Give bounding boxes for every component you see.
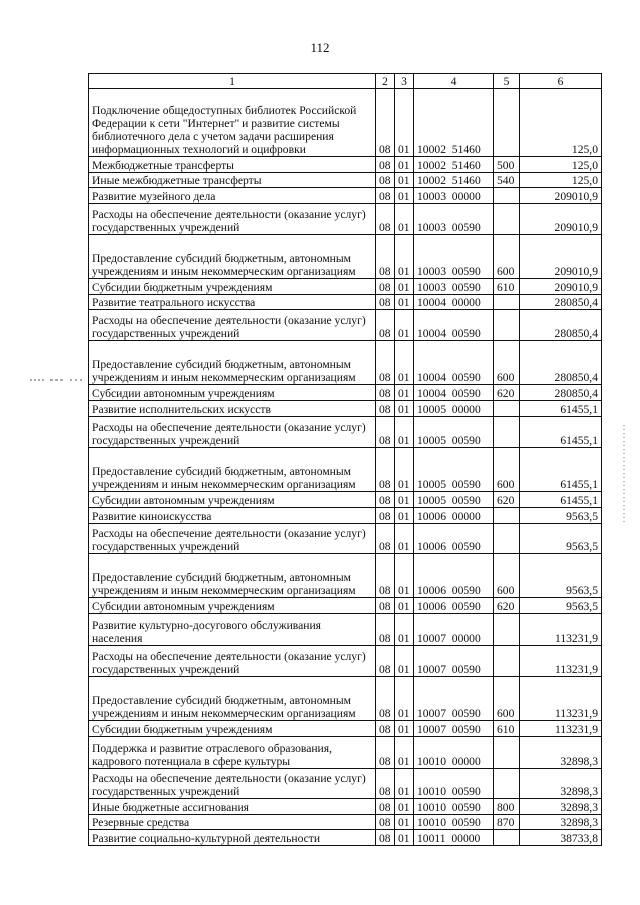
row-section-cell: 08 xyxy=(376,492,395,508)
row-target-code-cell: 10005 00590 xyxy=(414,417,494,448)
row-subsection-cell: 01 xyxy=(395,769,414,799)
row-name-cell: Развитие музейного дела xyxy=(89,188,376,204)
row-subsection-cell: 01 xyxy=(395,815,414,830)
row-amount-cell: 280850,4 xyxy=(520,310,602,341)
row-target-code-cell: 10002 51460 xyxy=(414,89,494,157)
row-amount-cell: 9563,5 xyxy=(520,524,602,554)
row-name-cell: Расходы на обеспечение деятельности (оказание услуг) государственных учреждений xyxy=(89,417,376,448)
row-subsection-cell: 01 xyxy=(395,448,414,492)
row-amount-cell: 113231,9 xyxy=(520,677,602,721)
row-amount-cell: 38733,8 xyxy=(520,830,602,846)
table-row xyxy=(89,279,602,295)
row-expense-type-cell xyxy=(494,508,520,524)
row-subsection-cell: 01 xyxy=(395,341,414,385)
row-expense-type-cell: 600 xyxy=(494,677,520,721)
header-col-6: 6 xyxy=(520,74,602,89)
row-subsection-cell: 01 xyxy=(395,721,414,737)
row-name-cell: Развитие театрального искусства xyxy=(89,295,376,310)
table-row xyxy=(89,341,602,385)
row-target-code-cell: 10006 00590 xyxy=(414,554,494,598)
row-amount-cell: 209010,9 xyxy=(520,235,602,279)
row-section-cell: 08 xyxy=(376,737,395,769)
row-section-cell: 08 xyxy=(376,157,395,173)
row-section-cell: 08 xyxy=(376,769,395,799)
row-expense-type-cell xyxy=(494,401,520,417)
row-name-cell: Субсидии автономным учреждениям xyxy=(89,492,376,508)
row-section-cell: 08 xyxy=(376,614,395,646)
row-section-cell: 08 xyxy=(376,524,395,554)
scan-edge-mark xyxy=(622,425,626,525)
row-target-code-cell: 10006 00590 xyxy=(414,598,494,614)
row-section-cell: 08 xyxy=(376,554,395,598)
row-section-cell: 08 xyxy=(376,341,395,385)
table-row xyxy=(89,721,602,737)
row-target-code-cell: 10005 00590 xyxy=(414,448,494,492)
row-amount-cell: 32898,3 xyxy=(520,815,602,830)
header-col-5: 5 xyxy=(494,74,520,89)
table-row xyxy=(89,677,602,721)
row-subsection-cell: 01 xyxy=(395,508,414,524)
row-amount-cell: 32898,3 xyxy=(520,769,602,799)
row-target-code-cell: 10010 00590 xyxy=(414,769,494,799)
row-target-code-cell: 10005 00000 xyxy=(414,401,494,417)
row-amount-cell: 32898,3 xyxy=(520,737,602,769)
row-subsection-cell: 01 xyxy=(395,554,414,598)
row-subsection-cell: 01 xyxy=(395,310,414,341)
row-expense-type-cell: 600 xyxy=(494,554,520,598)
row-section-cell: 08 xyxy=(376,173,395,188)
row-section-cell: 08 xyxy=(376,508,395,524)
row-name-cell: Расходы на обеспечение деятельности (оказание услуг) государственных учреждений xyxy=(89,646,376,677)
page-number: 112 xyxy=(310,40,330,55)
row-amount-cell: 9563,5 xyxy=(520,508,602,524)
budget-table xyxy=(88,73,602,846)
row-subsection-cell: 01 xyxy=(395,524,414,554)
header-col-3: 3 xyxy=(395,74,414,89)
row-target-code-cell: 10004 00590 xyxy=(414,341,494,385)
row-amount-cell: 125,0 xyxy=(520,157,602,173)
row-target-code-cell: 10011 00000 xyxy=(414,830,494,846)
row-expense-type-cell xyxy=(494,524,520,554)
row-expense-type-cell xyxy=(494,614,520,646)
row-section-cell: 08 xyxy=(376,815,395,830)
row-subsection-cell: 01 xyxy=(395,295,414,310)
row-subsection-cell: 01 xyxy=(395,830,414,846)
row-amount-cell: 209010,9 xyxy=(520,204,602,235)
table-row xyxy=(89,830,602,846)
row-target-code-cell: 10010 00590 xyxy=(414,799,494,815)
header-col-1: 1 xyxy=(89,74,376,89)
row-expense-type-cell: 500 xyxy=(494,157,520,173)
table-row xyxy=(89,385,602,401)
row-expense-type-cell: 870 xyxy=(494,815,520,830)
row-expense-type-cell: 540 xyxy=(494,173,520,188)
row-section-cell: 08 xyxy=(376,830,395,846)
row-expense-type-cell xyxy=(494,737,520,769)
row-section-cell: 08 xyxy=(376,417,395,448)
row-name-cell: Развитие культурно-досугового обслуживания населения xyxy=(89,614,376,646)
row-amount-cell: 9563,5 xyxy=(520,598,602,614)
row-expense-type-cell: 610 xyxy=(494,721,520,737)
row-subsection-cell: 01 xyxy=(395,646,414,677)
table-row xyxy=(89,815,602,830)
row-subsection-cell: 01 xyxy=(395,204,414,235)
row-section-cell: 08 xyxy=(376,279,395,295)
row-section-cell: 08 xyxy=(376,295,395,310)
row-name-cell: Предоставление субсидий бюджетным, автономным учреждениям и иным некоммерческим организациям xyxy=(89,677,376,721)
row-amount-cell: 280850,4 xyxy=(520,341,602,385)
row-subsection-cell: 01 xyxy=(395,188,414,204)
scan-artifact-marks xyxy=(30,378,85,382)
row-expense-type-cell xyxy=(494,830,520,846)
row-amount-cell: 61455,1 xyxy=(520,492,602,508)
row-expense-type-cell: 610 xyxy=(494,279,520,295)
row-expense-type-cell: 620 xyxy=(494,385,520,401)
row-name-cell: Субсидии бюджетным учреждениям xyxy=(89,721,376,737)
row-amount-cell: 125,0 xyxy=(520,173,602,188)
row-name-cell: Межбюджетные трансферты xyxy=(89,157,376,173)
row-subsection-cell: 01 xyxy=(395,235,414,279)
row-target-code-cell: 10010 00000 xyxy=(414,737,494,769)
row-section-cell: 08 xyxy=(376,89,395,157)
row-expense-type-cell: 600 xyxy=(494,448,520,492)
row-subsection-cell: 01 xyxy=(395,737,414,769)
row-amount-cell: 209010,9 xyxy=(520,279,602,295)
row-amount-cell: 280850,4 xyxy=(520,385,602,401)
table-row xyxy=(89,508,602,524)
row-section-cell: 08 xyxy=(376,677,395,721)
row-expense-type-cell xyxy=(494,310,520,341)
row-expense-type-cell xyxy=(494,204,520,235)
header-col-4: 4 xyxy=(414,74,494,89)
row-target-code-cell: 10003 00590 xyxy=(414,204,494,235)
row-section-cell: 08 xyxy=(376,235,395,279)
row-amount-cell: 61455,1 xyxy=(520,448,602,492)
row-expense-type-cell: 600 xyxy=(494,235,520,279)
row-name-cell: Предоставление субсидий бюджетным, автономным учреждениям и иным некоммерческим организациям xyxy=(89,235,376,279)
row-target-code-cell: 10003 00590 xyxy=(414,279,494,295)
table-row xyxy=(89,646,602,677)
table-row xyxy=(89,310,602,341)
row-target-code-cell: 10006 00000 xyxy=(414,508,494,524)
table-row xyxy=(89,157,602,173)
row-target-code-cell: 10005 00590 xyxy=(414,492,494,508)
table-row xyxy=(89,769,602,799)
table-row xyxy=(89,417,602,448)
row-target-code-cell: 10004 00000 xyxy=(414,295,494,310)
row-expense-type-cell: 800 xyxy=(494,799,520,815)
table-row xyxy=(89,524,602,554)
row-name-cell: Поддержка и развитие отраслевого образования, кадрового потенциала в сфере культуры xyxy=(89,737,376,769)
row-name-cell: Расходы на обеспечение деятельности (оказание услуг) государственных учреждений xyxy=(89,204,376,235)
row-target-code-cell: 10002 51460 xyxy=(414,157,494,173)
header-col-2: 2 xyxy=(376,74,395,89)
row-amount-cell: 61455,1 xyxy=(520,401,602,417)
row-name-cell: Развитие исполнительских искусств xyxy=(89,401,376,417)
row-target-code-cell: 10007 00590 xyxy=(414,646,494,677)
row-subsection-cell: 01 xyxy=(395,598,414,614)
row-subsection-cell: 01 xyxy=(395,614,414,646)
row-subsection-cell: 01 xyxy=(395,279,414,295)
row-amount-cell: 125,0 xyxy=(520,89,602,157)
row-section-cell: 08 xyxy=(376,646,395,677)
row-expense-type-cell: 600 xyxy=(494,341,520,385)
table-row xyxy=(89,89,602,157)
row-section-cell: 08 xyxy=(376,721,395,737)
table-row xyxy=(89,554,602,598)
row-subsection-cell: 01 xyxy=(395,385,414,401)
row-subsection-cell: 01 xyxy=(395,417,414,448)
row-amount-cell: 209010,9 xyxy=(520,188,602,204)
row-target-code-cell: 10007 00590 xyxy=(414,677,494,721)
row-expense-type-cell xyxy=(494,188,520,204)
row-section-cell: 08 xyxy=(376,310,395,341)
row-amount-cell: 9563,5 xyxy=(520,554,602,598)
row-section-cell: 08 xyxy=(376,204,395,235)
row-expense-type-cell xyxy=(494,769,520,799)
row-name-cell: Резервные средства xyxy=(89,815,376,830)
row-expense-type-cell xyxy=(494,89,520,157)
row-name-cell: Иные межбюджетные трансферты xyxy=(89,173,376,188)
table-row xyxy=(89,401,602,417)
row-name-cell: Предоставление субсидий бюджетным, автономным учреждениям и иным некоммерческим организациям xyxy=(89,448,376,492)
row-subsection-cell: 01 xyxy=(395,799,414,815)
row-subsection-cell: 01 xyxy=(395,173,414,188)
row-target-code-cell: 10007 00000 xyxy=(414,614,494,646)
row-name-cell: Субсидии автономным учреждениям xyxy=(89,598,376,614)
row-name-cell: Развитие социально-культурной деятельности xyxy=(89,830,376,846)
row-section-cell: 08 xyxy=(376,385,395,401)
row-name-cell: Расходы на обеспечение деятельности (оказание услуг) государственных учреждений xyxy=(89,524,376,554)
row-target-code-cell: 10006 00590 xyxy=(414,524,494,554)
row-name-cell: Расходы на обеспечение деятельности (оказание услуг) государственных учреждений xyxy=(89,310,376,341)
row-amount-cell: 32898,3 xyxy=(520,799,602,815)
table-body xyxy=(89,89,602,846)
row-target-code-cell: 10002 51460 xyxy=(414,173,494,188)
row-amount-cell: 61455,1 xyxy=(520,417,602,448)
row-subsection-cell: 01 xyxy=(395,89,414,157)
row-name-cell: Подключение общедоступных библиотек Российской Федерации к сети "Интернет" и развитие системы библиотечного дела с учетом задачи расширения информационных технологий и оцифровки xyxy=(89,89,376,157)
row-section-cell: 08 xyxy=(376,448,395,492)
table-row xyxy=(89,799,602,815)
row-name-cell: Субсидии автономным учреждениям xyxy=(89,385,376,401)
row-subsection-cell: 01 xyxy=(395,157,414,173)
row-section-cell: 08 xyxy=(376,799,395,815)
table-row xyxy=(89,614,602,646)
table-row xyxy=(89,295,602,310)
row-expense-type-cell xyxy=(494,295,520,310)
row-amount-cell: 113231,9 xyxy=(520,646,602,677)
table-header-row xyxy=(89,74,602,89)
row-expense-type-cell: 620 xyxy=(494,598,520,614)
table-row xyxy=(89,448,602,492)
row-target-code-cell: 10010 00590 xyxy=(414,815,494,830)
row-expense-type-cell xyxy=(494,646,520,677)
row-section-cell: 08 xyxy=(376,598,395,614)
table-row xyxy=(89,204,602,235)
row-name-cell: Иные бюджетные ассигнования xyxy=(89,799,376,815)
table-row xyxy=(89,737,602,769)
row-subsection-cell: 01 xyxy=(395,492,414,508)
row-target-code-cell: 10003 00000 xyxy=(414,188,494,204)
row-name-cell: Предоставление субсидий бюджетным, автономным учреждениям и иным некоммерческим организациям xyxy=(89,554,376,598)
row-expense-type-cell: 620 xyxy=(494,492,520,508)
row-target-code-cell: 10004 00590 xyxy=(414,385,494,401)
row-target-code-cell: 10003 00590 xyxy=(414,235,494,279)
table-row xyxy=(89,492,602,508)
row-subsection-cell: 01 xyxy=(395,401,414,417)
row-target-code-cell: 10004 00590 xyxy=(414,310,494,341)
table-row xyxy=(89,188,602,204)
row-name-cell: Развитие киноискусства xyxy=(89,508,376,524)
row-amount-cell: 113231,9 xyxy=(520,721,602,737)
table-row xyxy=(89,598,602,614)
row-amount-cell: 280850,4 xyxy=(520,295,602,310)
row-target-code-cell: 10007 00590 xyxy=(414,721,494,737)
row-amount-cell: 113231,9 xyxy=(520,614,602,646)
row-section-cell: 08 xyxy=(376,188,395,204)
row-name-cell: Расходы на обеспечение деятельности (оказание услуг) государственных учреждений xyxy=(89,769,376,799)
row-subsection-cell: 01 xyxy=(395,677,414,721)
table-row xyxy=(89,173,602,188)
row-name-cell: Предоставление субсидий бюджетным, автономным учреждениям и иным некоммерческим организациям xyxy=(89,341,376,385)
row-section-cell: 08 xyxy=(376,401,395,417)
table-row xyxy=(89,235,602,279)
row-expense-type-cell xyxy=(494,417,520,448)
row-name-cell: Субсидии бюджетным учреждениям xyxy=(89,279,376,295)
